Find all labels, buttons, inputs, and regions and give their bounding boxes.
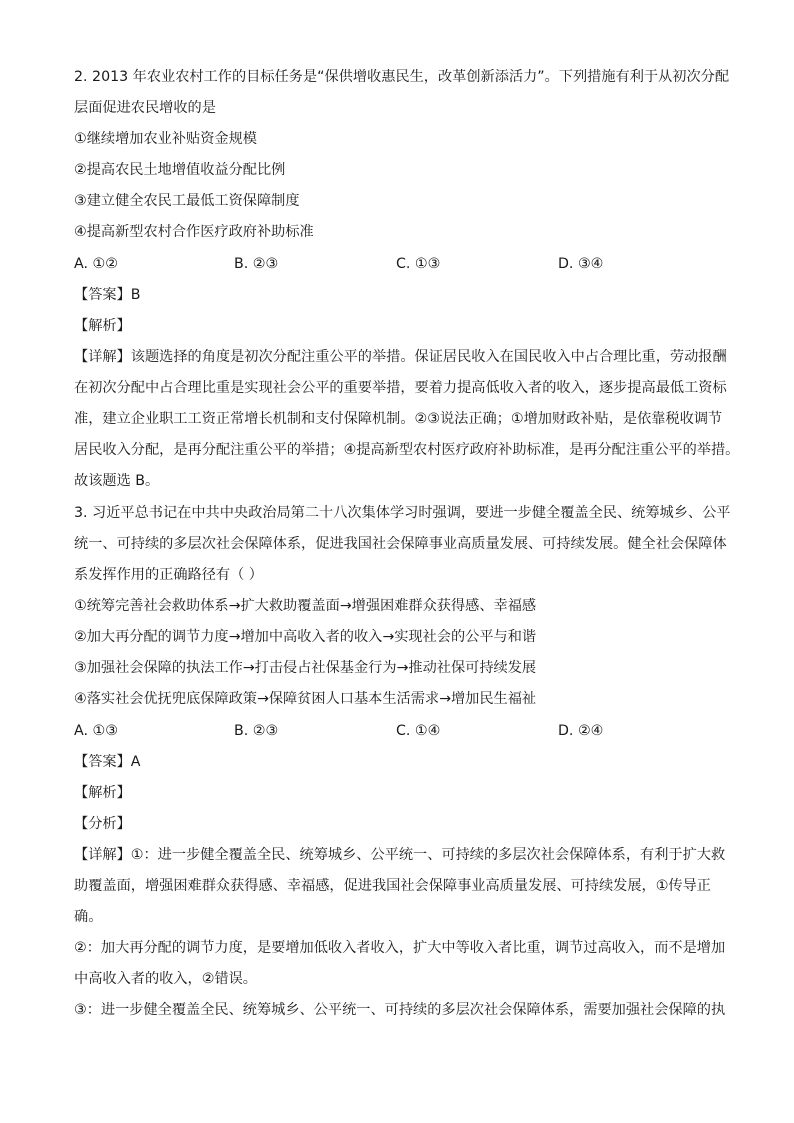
q2-detail-line-3: 准，建立企业职工工资正常增长机制和支付保障机制。②③说法正确；①增加财政补贴，是依靠税收调节 [74,411,723,427]
q3-analysis-label: 【解析】 [74,785,131,801]
q2-option-b: B. ②③ [234,256,279,272]
q2-stem-line-1: 2. 2013 年农业农村工作的目标任务是“保供增收惠民生，改革创新添活力”。下列措施有利于从初次分配 [74,69,730,85]
q2-option-c: C. ①③ [396,256,441,272]
q3-option-c: C. ①④ [396,723,441,739]
q3-stem-line-3: 系发挥作用的正确路径有（ ） [74,567,263,583]
q2-item-4: ④提高新型农村合作医疗政府补助标准 [74,224,314,240]
q2-option-a: A. ①② [74,256,118,272]
q2-option-d: D. ③④ [558,256,604,272]
q2-detail-line-1: 【详解】该题选择的角度是初次分配注重公平的举措。保证居民收入在国民收入中占合理比重，劳动报酬 [74,349,727,365]
q3-detail-line-3: 确。 [74,909,103,925]
q3-detail-line-6: ③：进一步健全覆盖全民、统筹城乡、公平统一、可持续的多层次社会保障体系，需要加强社会保障的执 [74,1002,726,1018]
q3-detail-line-4: ②：加大再分配的调节力度，是要增加低收入者收入，扩大中等收入者比重，调节过高收入，而不是增加 [74,940,726,956]
q2-item-1: ①继续增加农业补贴资金规模 [74,131,257,147]
q2-detail-line-2: 在初次分配中占合理比重是实现社会公平的重要举措，要着力提高低收入者的收入，逐步提高最低工资标 [74,380,727,396]
q3-detail-line-2: 助覆盖面，增强困难群众获得感、幸福感，促进我国社会保障事业高质量发展、可持续发展，①传导正 [74,878,711,894]
q2-detail-line-5: 故该题选 B。 [74,473,160,489]
q3-item-4: ④落实社会优抚兜底保障政策→保障贫困人口基本生活需求→增加民生福祉 [74,691,537,707]
q2-analysis-label: 【解析】 [74,318,131,334]
q3-stem-line-1: 3. 习近平总书记在中共中央政治局第二十八次集体学习时强调，要进一步健全覆盖全民、统筹城乡、公平 [74,505,731,521]
q3-detail-line-1: 【详解】①：进一步健全覆盖全民、统筹城乡、公平统一、可持续的多层次社会保障体系，有利于扩大救 [74,847,726,863]
q3-item-1: ①统筹完善社会救助体系→扩大救助覆盖面→增强困难群众获得感、幸福感 [74,598,537,614]
q3-item-2: ②加大再分配的调节力度→增加中高收入者的收入→实现社会的公平与和谐 [74,629,537,645]
q2-answer: 【答案】B [74,287,141,303]
q3-option-b: B. ②③ [234,723,279,739]
q3-stem-line-2: 统一、可持续的多层次社会保障体系，促进我国社会保障事业高质量发展、可持续发展。健全社会保障体 [74,536,727,552]
q3-item-3: ③加强社会保障的执法工作→打击侵占社保基金行为→推动社保可持续发展 [74,660,537,676]
q3-detail-line-5: 中高收入者的收入，②错误。 [74,971,257,987]
q3-fenxi-label: 【分析】 [74,816,131,832]
q3-option-d: D. ②④ [558,723,604,739]
q2-item-3: ③建立健全农民工最低工资保障制度 [74,193,300,209]
q3-answer: 【答案】A [74,754,141,770]
q2-item-2: ②提高农民土地增值收益分配比例 [74,162,286,178]
q2-detail-line-4: 居民收入分配，是再分配注重公平的举措；④提高新型农村医疗政府补助标准，是再分配注重公平的举措。 [74,442,740,458]
q3-option-a: A. ①③ [74,723,118,739]
q2-stem-line-2: 层面促进农民增收的是 [74,100,216,116]
